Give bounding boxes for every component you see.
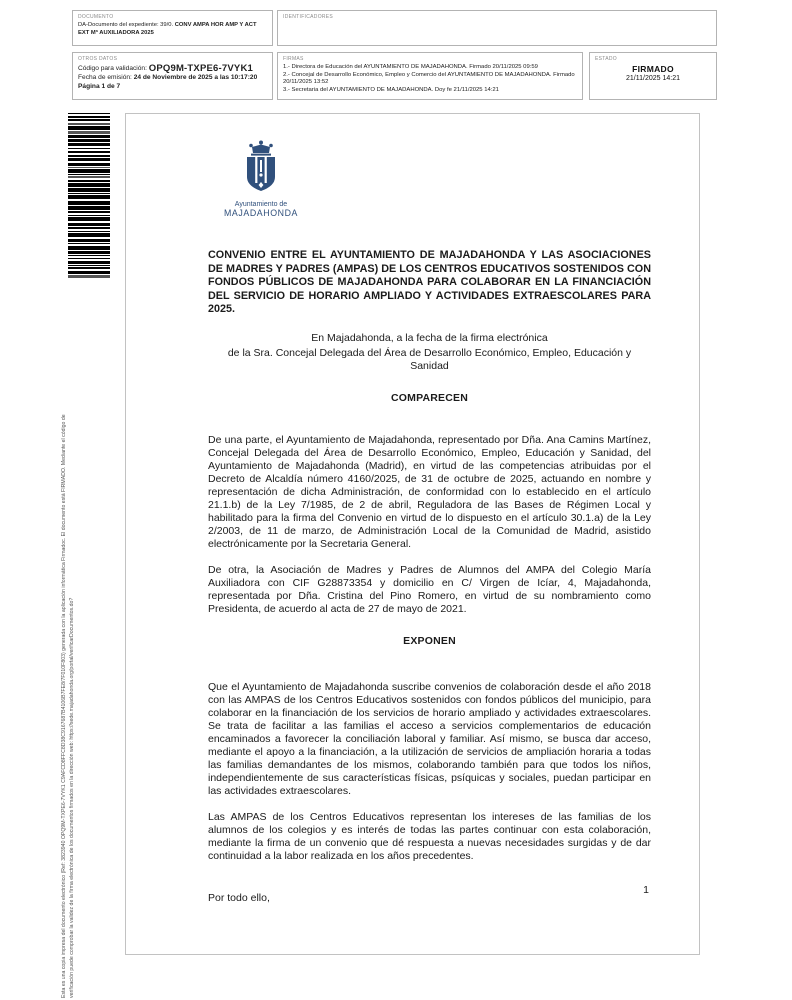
estado-label: ESTADO — [595, 56, 617, 62]
logo-org-line2: MAJADAHONDA — [223, 208, 299, 218]
fecha-value: 24 de Noviembre de 2025 a las 10:17:20 — [133, 74, 258, 81]
documento-value — [78, 22, 267, 37]
firma-item-3: 3.- Secretaria del AYUNTAMIENTO DE MAJADAHONDA. Doy fe 21/11/2025 14:21 — [283, 86, 499, 93]
document-body — [208, 249, 651, 905]
heading-exponen: EXPONEN — [403, 634, 456, 647]
verification-line-2: verificación puede comprobar la validez de la firma electrónica de los documentos firmados en la dirección web: https://sede.majadahonda.org/portal/verificarDocumentos.do? — [69, 597, 75, 998]
estado-box — [589, 52, 717, 100]
documento-box — [72, 10, 273, 46]
logo-org-line1: Ayuntamiento de — [234, 201, 288, 208]
otros-datos-box — [72, 52, 273, 100]
paragraph-exponen-1: Que el Ayuntamiento de Majadahonda suscribe convenios de colaboración desde el año 2018 con las AMPAS de los Centros Educativos sostenidos con fondos públicos del municipio, para colaborar en la financiación de los servicios de horario ampliado y actividades extraescolares. Se trata de facilitar a las familias el acceso a servicios complementarios de educación encaminados a favorecer la conciliación laboral y familiar. Así mismo, se busca dar acceso, mediante el apoyo a la financiación, a la utilización de servicios de ampliación horaria a todas las familias demandantes de los mismos, colaborando también para que todos los niños, independientemente de sus características físicas, psíquicas y sociales, puedan participar en las actividades extraescolares. — [208, 680, 651, 797]
coat-of-arms-icon — [232, 140, 290, 194]
firma-item-2: 2.- Concejal de Desarrollo Económico, Empleo y Comercio del AYUNTAMIENTO DE MAJADAHONDA. Firmado 20/11/2025 13:52 — [283, 71, 575, 86]
barcode — [68, 113, 110, 279]
page-number: 1 — [643, 884, 649, 896]
closing-line: Por todo ello, — [208, 891, 270, 904]
codigo-validacion-line — [78, 64, 267, 73]
fecha-label: Fecha de emisión: — [78, 74, 134, 81]
codigo-label: Código para validación: — [78, 65, 149, 72]
verification-sidebar-text — [60, 278, 76, 998]
pagina-indicator: Página 1 de 7 — [78, 83, 121, 90]
codigo-value: OPQ9M-TXPE6-7VYK1 — [148, 63, 253, 74]
firmas-box — [277, 52, 583, 100]
intro-line-1: En Majadahonda, a la fecha de la firma electrónica — [311, 331, 548, 344]
ayuntamiento-logo — [221, 140, 301, 218]
estado-status-badge: FIRMADO — [632, 64, 674, 74]
heading-comparecen: COMPARECEN — [390, 391, 469, 404]
document-title: CONVENIO ENTRE EL AYUNTAMIENTO DE MAJADAHONDA Y LAS ASOCIACIONES DE MADRES Y PADRES (AMPAS) DE LOS CENTROS EDUCATIVOS SOSTENIDOS CON FONDOS PÚBLICOS DE MAJADAHONDA PARA COLABORAR EN LA FINANCIACIÓN DEL SERVICIO DE HORARIO AMPLIADO Y ACTIVIDADES EXTRAESCOLARES PARA 2025. — [208, 249, 651, 316]
otros-datos-label: OTROS DATOS — [78, 56, 118, 62]
documento-label: DOCUMENTO — [78, 14, 114, 20]
verification-line-1: Esta es una copia impresa del documento electrónico (Ref: 3823940 OPQ9M-TXPE6-7VYK1 C9AFCD8FFC8D38C9167687B4106B7FE8/7F010F803) generada con la aplicación informática Firmadoc. El documento está FIRMADO. Mediante el código de — [61, 414, 67, 998]
intro-line-2: de la Sra. Concejal Delegada del Área de Desarrollo Económico, Empleo, Educación y Sanidad — [227, 346, 632, 372]
firmas-label: FIRMAS — [283, 56, 304, 62]
document-page — [125, 113, 700, 955]
documento-value-prefix: DA-Documento del expediente: 39/0. — [78, 22, 175, 28]
paragraph-parte-ampa: De otra, la Asociación de Madres y Padres de Alumnos del AMPA del Colegio María Auxiliadora con CIF G28873354 y domicilio en C/ Virgen de Icíar, 4, Majadahonda, representada por Dña. Cristina del Pino Romero, en virtud de su nombramiento como Presidenta, de acuerdo al acta de 27 de mayo de 2021. — [208, 563, 651, 615]
firma-item-1: 1.- Directora de Educación del AYUNTAMIENTO DE MAJADAHONDA. Firmado 20/11/2025 09:59 — [283, 64, 538, 70]
identificadores-label: IDENTIFICADORES — [283, 14, 334, 20]
paragraph-parte-ayuntamiento: De una parte, el Ayuntamiento de Majadahonda, representado por Dña. Ana Camins Martínez, Concejal Delegada del Área de Desarrollo Económico, Empleo, Educación y Sanidad, del Ayuntamiento de Majadahonda (Madrid), en virtud de las competencias atribuidas por el Decreto de Alcaldía número 4160/2025, de 31 de octubre de 2025, actuando en nombre y representación de dicha Administración, de conformidad con lo establecido en el artículo 21.1.b) de la Ley 7/1985, de 2 de abril, Reguladora de las Bases de Régimen Local y habilitado para la firma del Convenio en virtud de lo dispuesto en el artículo 30.1.a) de la Ley 2/2003, de 11 de marzo, de Administración Local de la Comunidad de Madrid, asistido electrónicamente por la Secretaria General. — [208, 433, 651, 550]
documento-value-name: CONV AMPA HOR AMP Y ACT EXT Mª AUXILIADORA 2025 — [78, 22, 257, 36]
paragraph-exponen-2: Las AMPAS de los Centros Educativos representan los intereses de las familias de los alumnos de los colegios y es interés de todas las partes continuar con esta colaboración, mediante la firma de un convenio que dé respuesta a nuevas necesidades surgidas y de dar continuidad a la labor realizada en los años precedentes. — [208, 810, 651, 862]
fecha-emision-line — [78, 73, 267, 82]
identificadores-box — [277, 10, 717, 46]
estado-datetime: 21/11/2025 14:21 — [626, 75, 680, 82]
